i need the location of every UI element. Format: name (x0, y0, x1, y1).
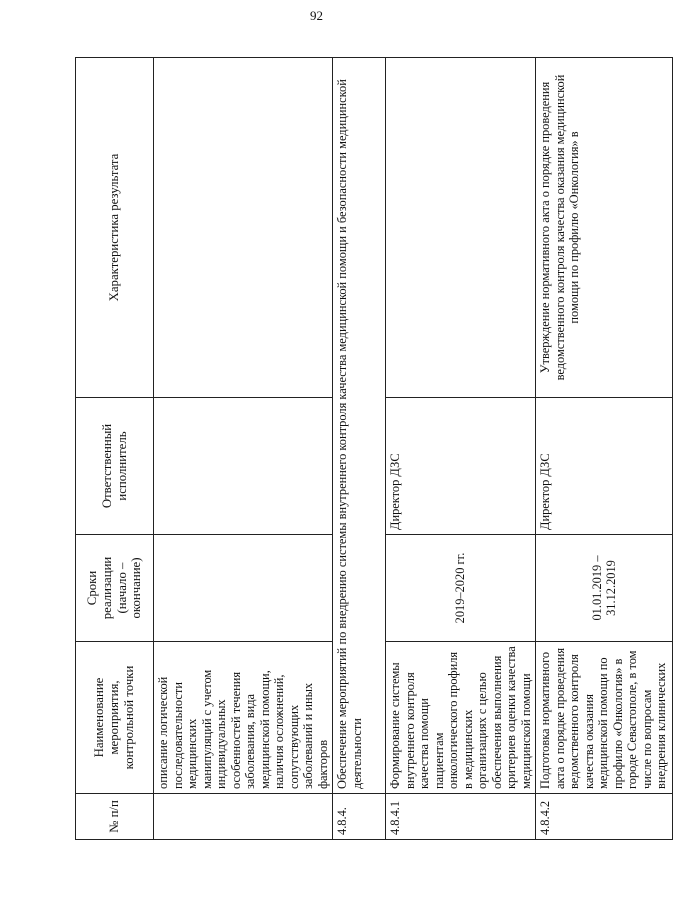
header-num: № п/п (76, 794, 154, 840)
cell-responsible: Директор ДЗС (386, 398, 536, 535)
cell-action: Формирование системы внутреннего контроля качества помощи пациентам онкологического профиля в медицинских организациях с целью обеспечения выполнения критериев оценки качества медицинской помощи (386, 642, 536, 794)
table-row (386, 58, 536, 840)
section-row (333, 58, 386, 840)
cell-num: 4.8.4.1 (386, 794, 536, 840)
cell-action: описание логической последовательности медицинских манипуляций с учетом индивидуальных особенностей течения заболевания, вида медицинской помощи, наличия осложнений, сопутствующих заболеваний и иных факторов (154, 642, 333, 794)
header-period: Сроки реализации (начало – окончание) (76, 535, 154, 642)
cell-action: Подготовка нормативного акта о порядке проведения ведомственного контроля качества оказания медицинской помощи по профилю «Онкология» в городе Севастополе, в том числе по вопросам внедрения клинических (536, 642, 673, 794)
cell-period (154, 535, 333, 642)
cell-responsible: Директор ДЗС (536, 398, 673, 535)
header-responsible: Ответственный исполнитель (76, 398, 154, 535)
table-row (154, 58, 333, 840)
plan-table (75, 57, 673, 840)
rotated-table-wrapper (75, 58, 668, 840)
cell-period: 01.01.2019 – 31.12.2019 (536, 535, 673, 642)
header-result: Характеристика результата (76, 58, 154, 398)
cell-num (154, 794, 333, 840)
cell-result (386, 58, 536, 398)
cell-result (154, 58, 333, 398)
section-title: Обеспечение мероприятий по внедрению системы внутреннего контроля качества медицинской помощи и безопасности медицинской деятельности (333, 58, 386, 794)
table-header-row (76, 58, 154, 840)
cell-responsible (154, 398, 333, 535)
page-number: 92 (310, 8, 323, 23)
section-number: 4.8.4. (333, 794, 386, 840)
table-row (536, 58, 673, 840)
cell-num: 4.8.4.2 (536, 794, 673, 840)
cell-period: 2019–2020 гг. (386, 535, 536, 642)
cell-result: Утверждение нормативного акта о порядке проведения ведомственного контроля качества оказания медицинской помощи по профилю «Онкология» в (536, 58, 673, 398)
header-action: Наименование мероприятия, контрольной точки (76, 642, 154, 794)
